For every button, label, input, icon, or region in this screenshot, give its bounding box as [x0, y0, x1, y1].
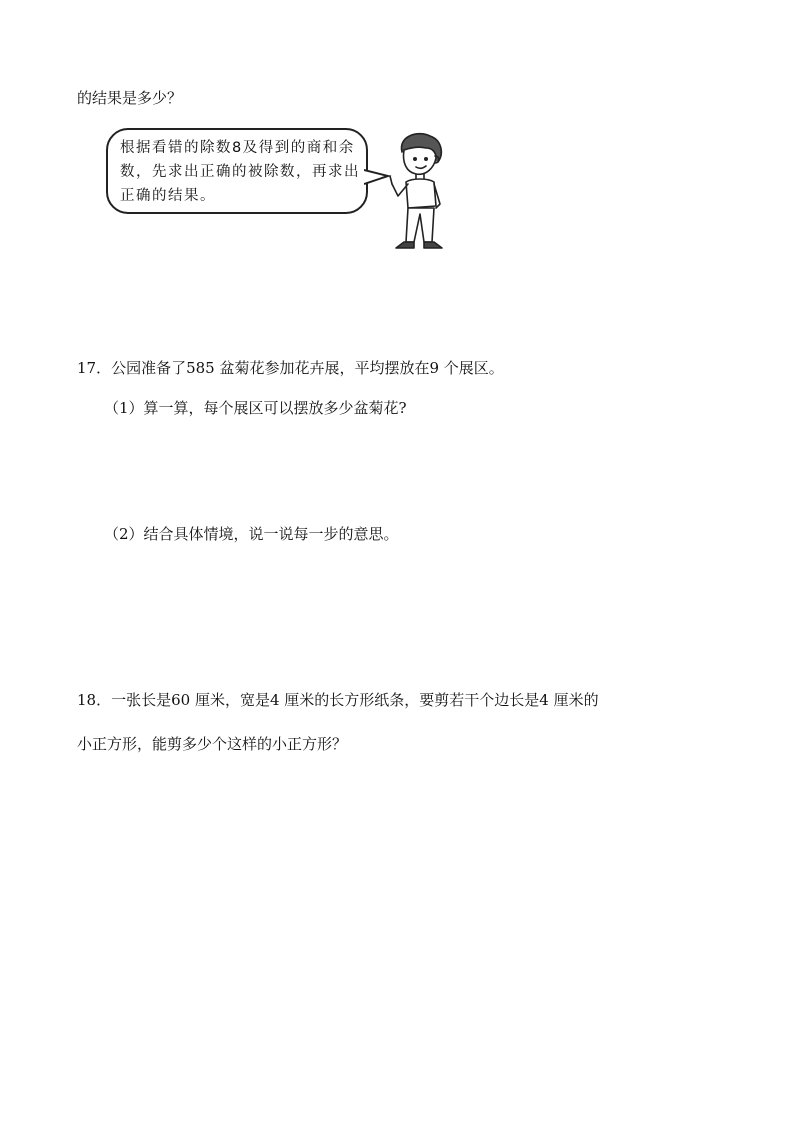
q18-line1: 18．一张长是60 厘米，宽是4 厘米的长方形纸条，要剪若干个边长是4 厘米的 [77, 691, 599, 709]
q17-stem: 17．公园准备了585 盆菊花参加花卉展，平均摆放在9 个展区。 [77, 359, 504, 377]
q18-line2: 小正方形，能剪多少个这样的小正方形？ [77, 735, 348, 753]
q17-part1: （1）算一算，每个展区可以摆放多少盆菊花? [104, 399, 407, 417]
q16-tail-text: 的结果是多少？ [77, 89, 183, 107]
hint-text: 根据看错的除数8及得到的商和余数，先求出正确的被除数，再求出正确的结果。 [120, 140, 360, 204]
hint-speech-bubble [106, 128, 368, 214]
boy-illustration [388, 130, 450, 258]
q17-part2: （2）结合具体情境，说一说每一步的意思。 [104, 525, 399, 543]
